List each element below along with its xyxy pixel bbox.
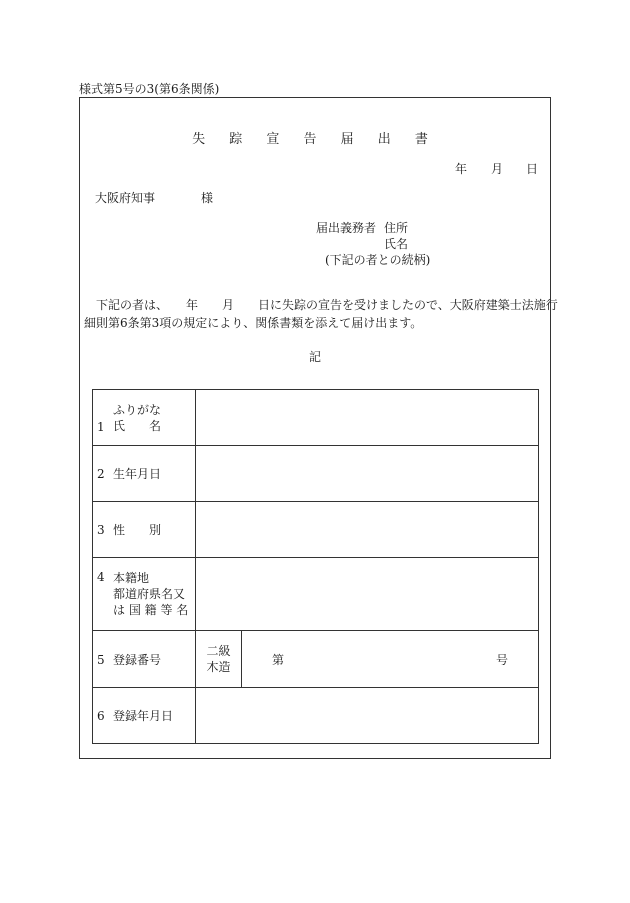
notifier-label: 届出義務者 — [316, 221, 377, 235]
furigana-label: ふりがな — [113, 402, 162, 417]
date-day: 日 — [526, 162, 539, 176]
row-number: 4 — [97, 570, 105, 584]
notifier-relation-label: (下記の者との続柄) — [325, 253, 431, 267]
domicile-label: 本籍地 — [113, 571, 150, 585]
row-number: 6 — [97, 709, 105, 723]
grade-label-mokuzo: 木造 — [206, 660, 231, 674]
go-label: 号 — [495, 652, 508, 667]
body-text-line-2: 細則第6条第3項の規定により、関係書類を添えて届け出ます。 — [84, 316, 423, 330]
notifier-name-label: 氏名 — [384, 237, 409, 251]
registration-date-label: 登録年月日 — [113, 709, 174, 723]
ki-heading: 記 — [308, 350, 321, 364]
registration-date-field[interactable] — [196, 688, 539, 744]
row-number: 5 — [97, 652, 105, 667]
table-row — [93, 446, 539, 502]
registration-number-field[interactable] — [242, 631, 539, 688]
prefecture-label: 都道府県名又 — [113, 587, 186, 601]
table-row — [93, 688, 539, 744]
table-row — [93, 631, 539, 688]
row-label-birthdate — [93, 446, 196, 502]
nationality-label: は 国 籍 等 名 — [113, 603, 189, 617]
birthdate-label: 生年月日 — [113, 467, 162, 481]
notifier-address-label: 住所 — [384, 221, 409, 235]
row-label-sex — [93, 502, 196, 558]
domicile-field[interactable] — [196, 558, 539, 631]
date-year: 年 — [455, 162, 468, 176]
row-number: 2 — [97, 467, 105, 481]
dai-label: 第 — [272, 652, 285, 667]
table-row — [93, 502, 539, 558]
name-field[interactable] — [196, 390, 539, 446]
addressee-governor: 大阪府知事 — [95, 191, 156, 205]
row-number: 3 — [97, 523, 105, 537]
sex-field[interactable] — [196, 502, 539, 558]
record-table — [92, 389, 539, 744]
table-row — [93, 558, 539, 631]
grade-cell — [196, 631, 242, 688]
form-title: 失 踪 宣 告 届 出 書 — [192, 132, 438, 147]
body-text-line-1: 下記の者は、 年 月 日に失踪の宣告を受けましたので、大阪府建築士法施行 — [96, 298, 558, 312]
row-label-domicile — [93, 558, 196, 631]
date-month: 月 — [491, 162, 504, 176]
form-number-label: 様式第5号の3(第6条関係) — [79, 82, 220, 96]
name-label: 氏 名 — [113, 418, 162, 433]
addressee-honorific: 様 — [201, 191, 214, 205]
grade-label-nikyu: 二級 — [206, 644, 231, 658]
row-label-registration-date — [93, 688, 196, 744]
birthdate-field[interactable] — [196, 446, 539, 502]
table-row — [93, 390, 539, 446]
row-label-registration-number — [93, 631, 196, 688]
registration-number-label: 登録番号 — [113, 652, 162, 667]
sex-label: 性 別 — [113, 523, 162, 537]
row-number: 1 — [97, 419, 105, 434]
row-label-name — [93, 390, 196, 446]
